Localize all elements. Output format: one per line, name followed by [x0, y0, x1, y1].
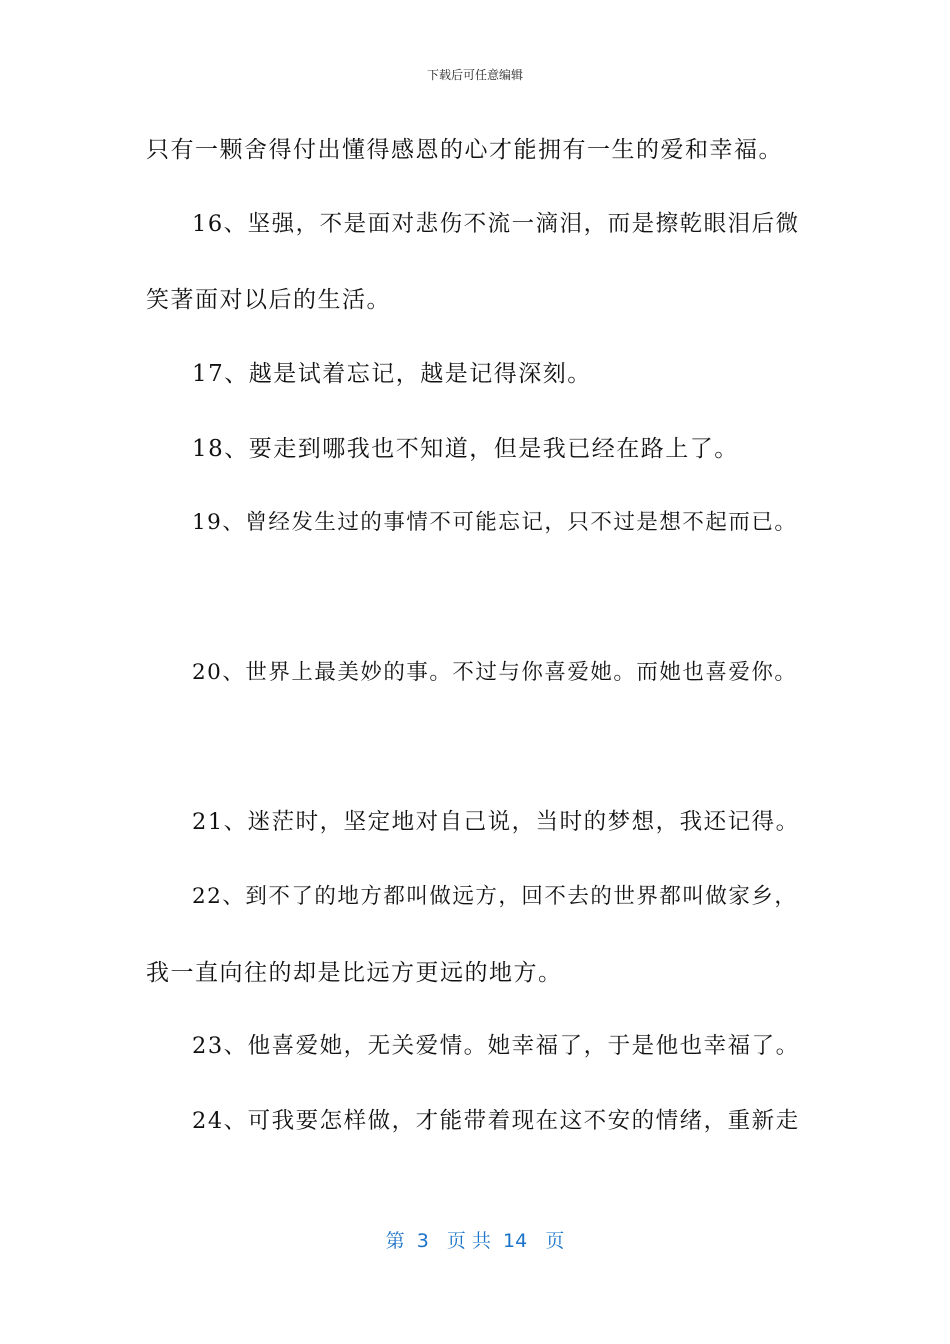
text-line: 笑著面对以后的生活。	[146, 287, 391, 313]
text-line: 22、到不了的地方都叫做远方，回不去的世界都叫做家乡，	[192, 884, 798, 909]
text-line: 18、要走到哪我也不知道，但是我已经在路上了。	[192, 436, 739, 462]
text-line: 23、他喜爱她，无关爱情。她幸福了，于是他也幸福了。	[192, 1033, 800, 1059]
page-number-footer: 第 3 页 共 14 页	[385, 1230, 565, 1252]
text-line: 24、可我要怎样做，才能带着现在这不安的情绪，重新走	[192, 1108, 800, 1134]
text-line: 16、坚强，不是面对悲伤不流一滴泪，而是擦乾眼泪后微	[192, 211, 800, 237]
page-header: 下载后可任意编辑	[426, 68, 523, 82]
text-line: 20、世界上最美妙的事。不过与你喜爱她。而她也喜爱你。	[192, 660, 798, 685]
text-line: 19、曾经发生过的事情不可能忘记，只不过是想不起而已。	[192, 510, 798, 535]
text-line: 我一直向往的却是比远方更远的地方。	[146, 960, 563, 986]
text-line: 17、越是试着忘记，越是记得深刻。	[192, 361, 592, 387]
text-line: 只有一颗舍得付出懂得感恩的心才能拥有一生的爱和幸福。	[146, 137, 783, 163]
text-line: 21、迷茫时，坚定地对自己说，当时的梦想，我还记得。	[192, 809, 800, 835]
